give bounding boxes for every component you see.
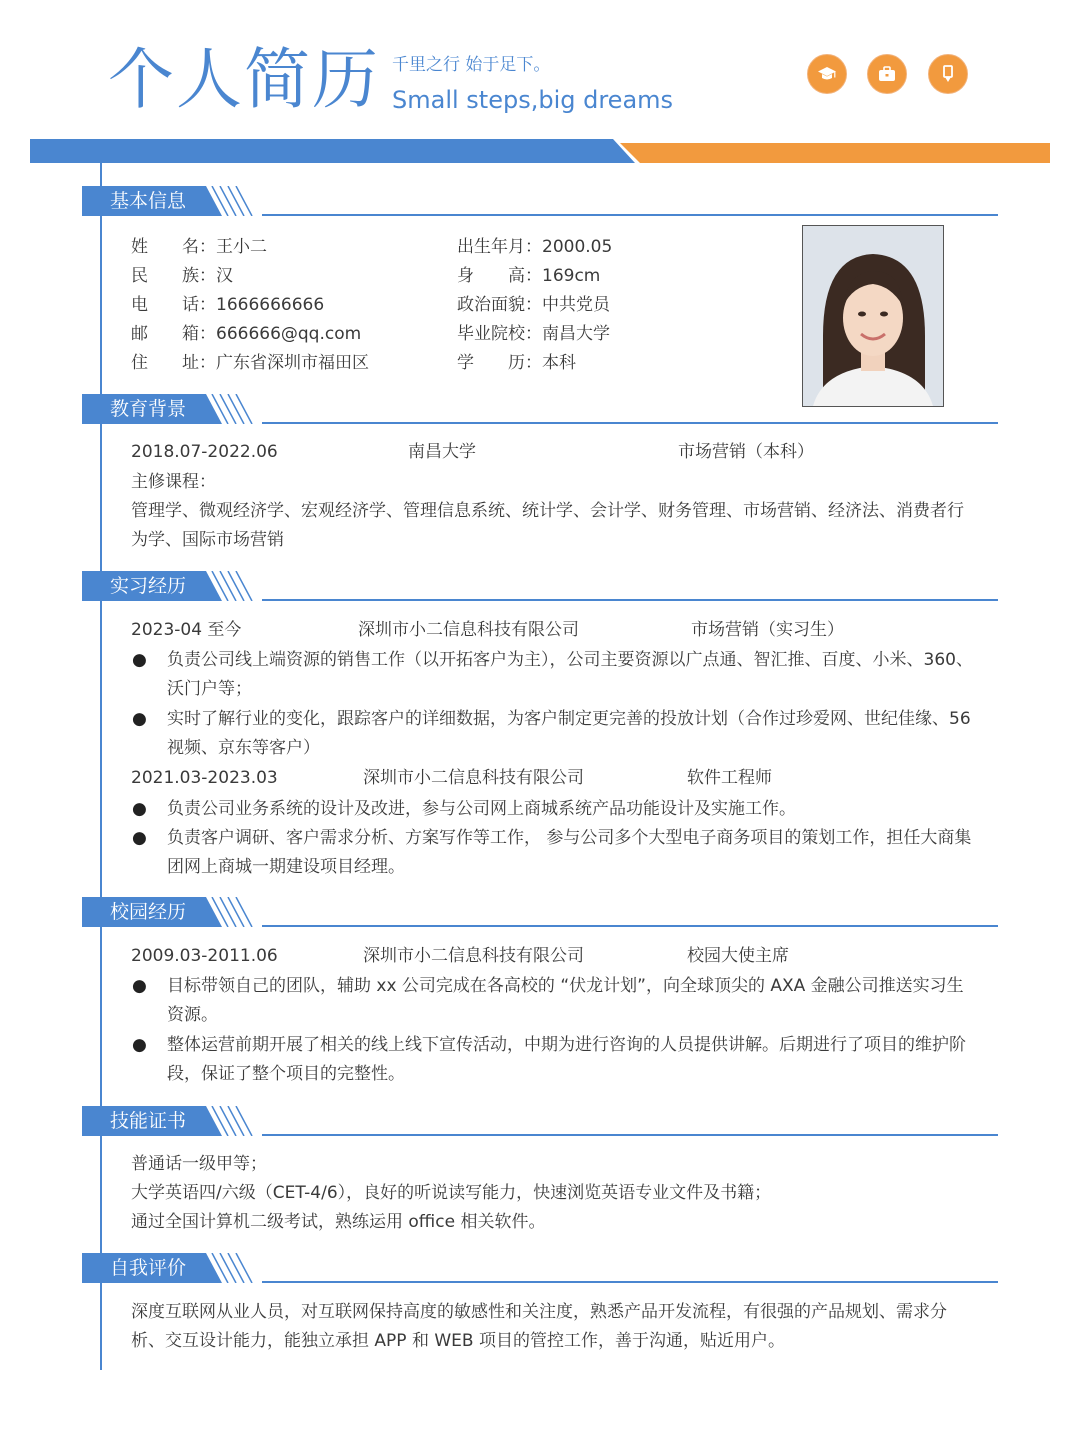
- info-row-name: 姓 名：王小二: [131, 237, 267, 257]
- courses-list: 管理学、微观经济学、宏观经济学、管理信息系统、统计学、会计学、财务管理、市场营销、经济法、消费者行为学、国际市场营销: [131, 501, 964, 550]
- skill-item: 通过全国计算机二级考试，熟练运用 office 相关软件。: [131, 1212, 546, 1232]
- campus-period: 2009.03-2011.06: [131, 946, 278, 966]
- bullet-dot: ●: [132, 976, 147, 996]
- profile-photo: [802, 225, 944, 407]
- info-row-phone: 电 话：1666666666: [131, 295, 325, 315]
- info-row-school: 毕业院校：南昌大学: [457, 324, 610, 344]
- section-header-education: [82, 394, 998, 432]
- campus-bullet: 整体运营前期开展了相关的线上线下宣传活动，中期为进行咨询的人员提供讲解。后期进行了项目的维护阶段，保证了整个项目的完整性。: [167, 1035, 966, 1084]
- education-major: 市场营销（本科）: [678, 442, 814, 462]
- job-bullet: 负责公司业务系统的设计及改进，参与公司网上商城系统产品功能设计及实施工作。: [167, 799, 796, 819]
- briefcase-icon: [867, 54, 907, 94]
- info-row-birth: 出生年月：2000.05: [457, 237, 613, 257]
- section-title: 基本信息: [110, 190, 187, 212]
- info-row-ethnicity: 民 族：汉: [131, 266, 233, 286]
- courses-label: 主修课程：: [131, 472, 216, 492]
- job-company: 深圳市小二信息科技有限公司: [363, 768, 584, 788]
- info-row-degree: 学 历：本科: [457, 353, 576, 373]
- timeline-line: [100, 155, 102, 1370]
- basic-info-left: [131, 233, 369, 378]
- job-period: 2023-04 至今: [131, 620, 242, 640]
- slogan-chinese: 千里之行 始于足下。: [392, 55, 551, 75]
- job-bullet: 负责客户调研、客户需求分析、方案写作等工作， 参与公司多个大型电子商务项目的策划工作，担任大商集团网上商城一期建设项目经理。: [167, 828, 972, 877]
- section-title: 技能证书: [110, 1110, 187, 1132]
- bullet-dot: ●: [132, 709, 147, 729]
- bullet-dot: ●: [132, 828, 147, 848]
- section-rule: [262, 1281, 998, 1283]
- section-header-self: [82, 1253, 998, 1291]
- job-bullet: 实时了解行业的变化，跟踪客户的详细数据，为客户制定更完善的投放计划（合作过珍爱网、世纪佳缘、56视频、京东等客户）: [167, 709, 971, 758]
- campus-company: 深圳市小二信息科技有限公司: [363, 946, 584, 966]
- section-title: 校园经历: [110, 901, 187, 923]
- skill-item: 普通话一级甲等；: [131, 1154, 267, 1174]
- section-header-internship: [82, 571, 998, 609]
- job-company: 深圳市小二信息科技有限公司: [358, 620, 579, 640]
- info-row-height: 身 高：169cm: [457, 266, 601, 286]
- info-row-politics: 政治面貌：中共党员: [457, 295, 610, 315]
- section-header-basic: [82, 186, 998, 224]
- resume-title: 个人简历: [108, 41, 380, 118]
- info-row-email: 邮 箱：666666@qq.com: [131, 324, 362, 344]
- info-row-address: 住 址：广东省深圳市福田区: [131, 353, 369, 373]
- pen-icon: [928, 54, 968, 94]
- section-rule: [262, 422, 998, 424]
- section-header-campus: [82, 897, 998, 935]
- job-period: 2021.03-2023.03: [131, 768, 278, 788]
- graduation-cap-icon: [807, 54, 847, 94]
- campus-bullet: 目标带领自己的团队，辅助 xx 公司完成在各高校的 “伏龙计划”，向全球顶尖的 AXA 金融公司推送实习生资源。: [167, 976, 964, 1025]
- job-bullet: 负责公司线上端资源的销售工作（以开拓客户为主），公司主要资源以广点通、智汇推、百度、小米、360、沃门户等；: [167, 650, 973, 699]
- basic-info-right: [457, 233, 612, 378]
- education-school: 南昌大学: [408, 442, 476, 462]
- section-rule: [262, 214, 998, 216]
- section-header-skills: [82, 1106, 998, 1144]
- skill-item: 大学英语四/六级（CET-4/6），良好的听说读写能力，快速浏览英语专业文件及书籍；: [131, 1183, 772, 1203]
- section-rule: [262, 599, 998, 601]
- job-role: 软件工程师: [687, 768, 772, 788]
- job-role: 市场营销（实习生）: [691, 620, 844, 640]
- section-rule: [262, 1134, 998, 1136]
- section-title: 实习经历: [110, 575, 187, 597]
- bullet-dot: ●: [132, 1035, 147, 1055]
- slogan-english: Small steps,big dreams: [392, 86, 674, 114]
- header-color-bar: [30, 139, 1050, 163]
- bullet-dot: ●: [132, 650, 147, 670]
- section-title: 教育背景: [110, 398, 187, 420]
- self-evaluation: 深度互联网从业人员，对互联网保持高度的敏感性和关注度，熟悉产品开发流程，有很强的产品规划、需求分析、交互设计能力，能独立承担 APP 和 WEB 项目的管控工作，善于沟通，贴近用户。: [131, 1302, 947, 1351]
- education-period: 2018.07-2022.06: [131, 442, 278, 462]
- campus-role: 校园大使主席: [687, 946, 789, 966]
- section-title: 自我评价: [110, 1257, 187, 1279]
- bullet-dot: ●: [132, 799, 147, 819]
- section-rule: [262, 925, 998, 927]
